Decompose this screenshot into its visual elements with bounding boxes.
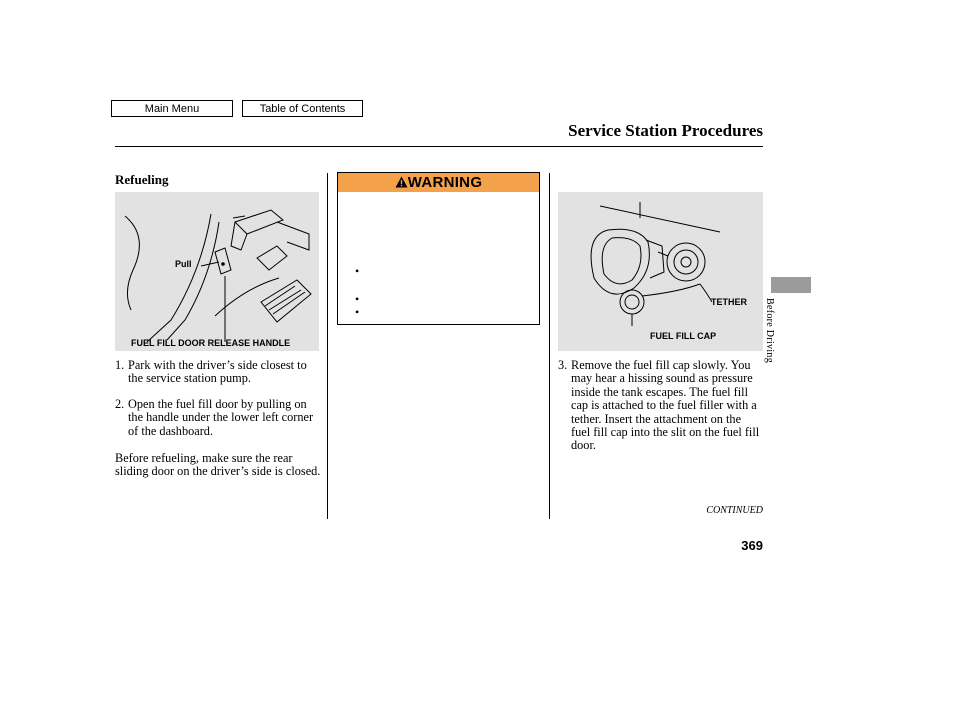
step-2-text: Open the fuel fill door by pulling on the handle under the lower left corner of the dashboard. <box>128 397 314 438</box>
warning-bullet-1: • <box>355 264 360 278</box>
fuel-cap-drawing <box>558 192 763 351</box>
header-rule <box>115 146 763 147</box>
main-menu-button[interactable]: Main Menu <box>111 100 233 117</box>
section-subtitle: Refueling <box>115 172 169 187</box>
fuel-cap-label: FUEL FILL CAP <box>650 331 717 341</box>
chapter-tab-label: Before Driving <box>764 298 775 364</box>
column-divider-left <box>327 173 328 519</box>
step-1 <box>115 359 321 386</box>
page-title: Service Station Procedures <box>568 121 763 140</box>
table-of-contents-button[interactable]: Table of Contents <box>242 100 363 117</box>
chapter-tab[interactable] <box>771 277 811 293</box>
step-3 <box>558 359 763 453</box>
warning-bullet-3: • <box>355 305 360 319</box>
warning-header <box>338 173 539 192</box>
warning-bullet-2: • <box>355 292 360 306</box>
continued-label: CONTINUED <box>706 505 763 516</box>
warning-heading: WARNING <box>407 174 483 191</box>
step-2-number: 2. <box>115 397 125 411</box>
step-2 <box>115 398 321 438</box>
step-1-text: Park with the driver’s side closest to the service station pump. <box>128 358 307 386</box>
column-divider-right <box>549 173 550 519</box>
step-1-number: 1. <box>115 358 125 372</box>
refuel-note: Before refueling, make sure the rear sliding door on the driver’s side is closed. <box>115 451 321 479</box>
warning-box <box>337 172 540 325</box>
fuel-cap-illustration <box>558 192 763 351</box>
page-number: 369 <box>741 538 763 553</box>
release-handle-caption: FUEL FILL DOOR RELEASE HANDLE <box>131 338 291 348</box>
step-3-text: Remove the fuel fill cap slowly. You may hear a hissing sound as pressure inside the tank escapes. The fuel fill cap is attached to the fuel filler with a tether. Insert the attachment on the fuel fill cap into the slit on the fuel fill door. <box>571 358 760 453</box>
step-3-number: 3. <box>558 358 568 372</box>
fuel-door-release-illustration <box>115 192 319 351</box>
pull-label: Pull <box>175 259 192 269</box>
fuel-door-release-drawing <box>115 192 319 351</box>
tether-label: TETHER <box>711 297 747 307</box>
warning-triangle-icon <box>395 176 408 188</box>
